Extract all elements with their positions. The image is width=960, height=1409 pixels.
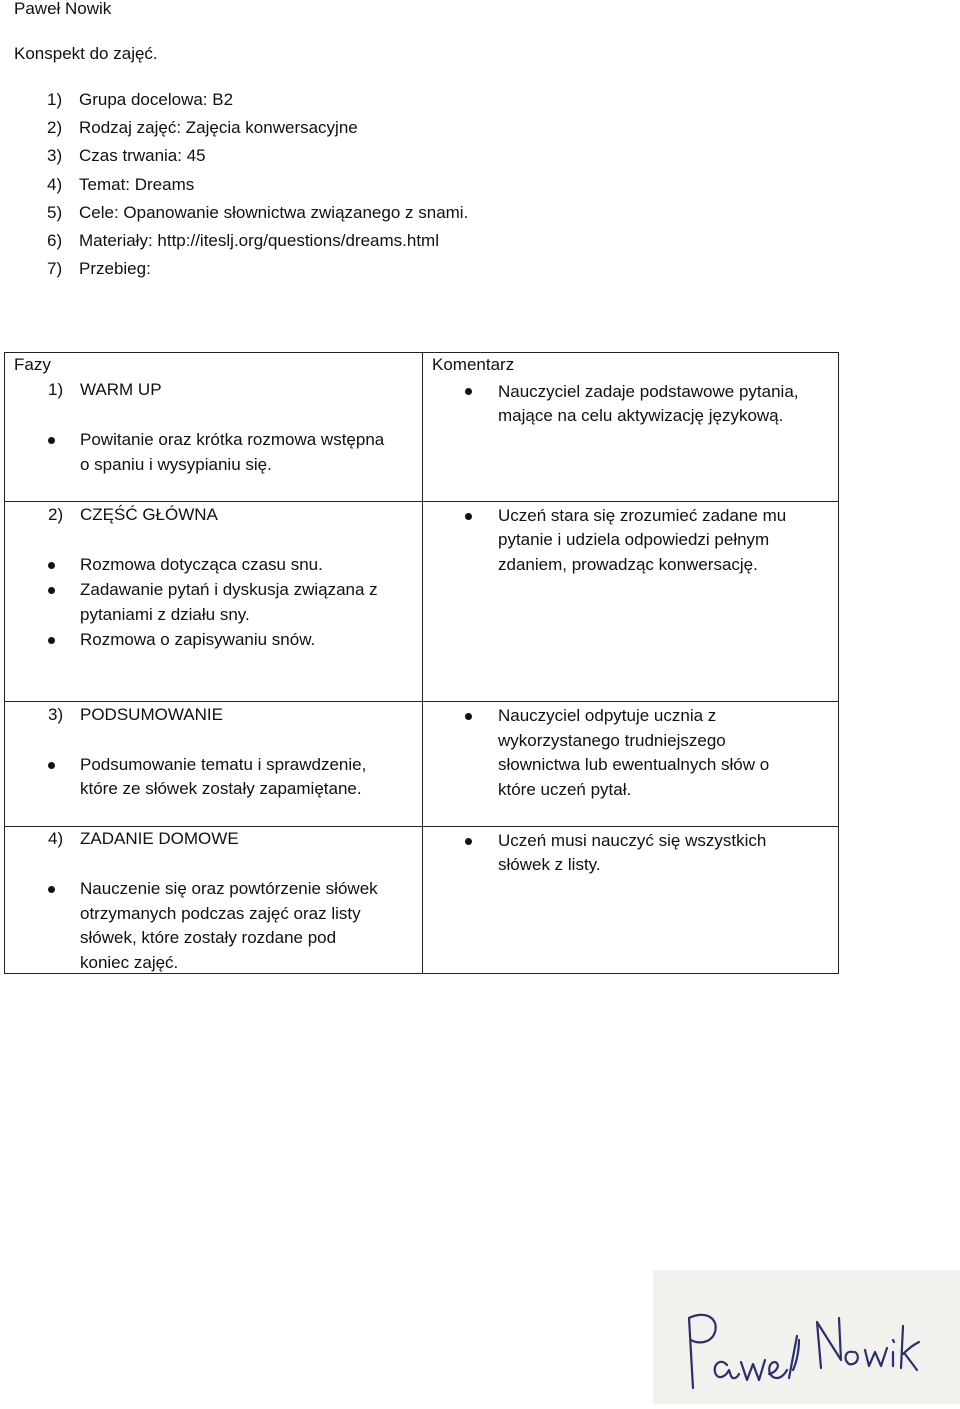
table-border [838,353,839,973]
phase-number: 1) [48,380,64,399]
phase-description: koniec zajęć. [80,953,179,972]
bullet-icon [48,587,55,594]
bullet-icon [48,562,55,569]
phase-title: ZADANIE DOMOWE [80,829,239,848]
comment-text: zdaniem, prowadząc konwersację. [498,555,758,574]
bullet-icon [465,713,472,720]
comment-text: pytanie i udziela odpowiedzi pełnym [498,530,770,549]
column-header-phases: Fazy [14,355,51,374]
comment-text: Nauczyciel odpytuje ucznia z [498,706,717,725]
phase-description: pytaniami z działu sny. [80,605,250,624]
phase-number: 2) [48,505,64,524]
comment-text: które uczeń pytał. [498,780,632,799]
phase-description: Podsumowanie tematu i sprawdzenie, [80,755,367,774]
phase-description: Powitanie oraz krótka rozmowa wstępna [80,430,385,449]
bullet-icon [465,838,472,845]
phase-number: 4) [48,829,64,848]
table-divider [5,501,839,502]
bullet-icon [48,762,55,769]
phase-description: Nauczenie się oraz powtórzenie słówek [80,879,378,898]
document-title: Konspekt do zajęć. [14,44,158,63]
table-divider [5,701,839,702]
bullet-icon [48,886,55,893]
bullet-icon [465,388,472,395]
phase-title: WARM UP [80,380,162,399]
phase-description: Rozmowa dotycząca czasu snu. [80,555,323,574]
phase-description: o spaniu i wysypianiu się. [80,455,272,474]
comment-text: słownictwa lub ewentualnych słów o [498,755,770,774]
phase-number: 3) [48,705,64,724]
comment-text: Uczeń musi nauczyć się wszystkich [498,831,767,850]
phase-title: CZĘŚĆ GŁÓWNA [80,505,218,524]
column-header-comment: Komentarz [432,355,515,374]
phase-title: PODSUMOWANIE [80,705,223,724]
phase-description: słówek, które zostały rozdane pod [80,928,337,947]
phase-description: otrzymanych podczas zajęć oraz listy [80,904,361,923]
bullet-icon [48,637,55,644]
signature-image [653,1270,960,1404]
signature-ink [653,1270,960,1404]
author-name: Paweł Nowik [14,0,112,18]
comment-text: mające na celu aktywizację językową. [498,406,784,425]
phase-description: Zadawanie pytań i dyskusja związana z [80,580,378,599]
bullet-icon [48,437,55,444]
table-divider [422,353,423,973]
comment-text: Nauczyciel zadaje podstawowe pytania, [498,382,799,401]
comment-text: Uczeń stara się zrozumieć zadane mu [498,506,787,525]
phase-description: które ze słówek zostały zapamiętane. [80,779,362,798]
phase-description: Rozmowa o zapisywaniu snów. [80,630,316,649]
bullet-icon [465,513,472,520]
comment-text: wykorzystanego trudniejszego [498,731,726,750]
lesson-table [4,352,839,974]
comment-text: słówek z listy. [498,855,601,874]
